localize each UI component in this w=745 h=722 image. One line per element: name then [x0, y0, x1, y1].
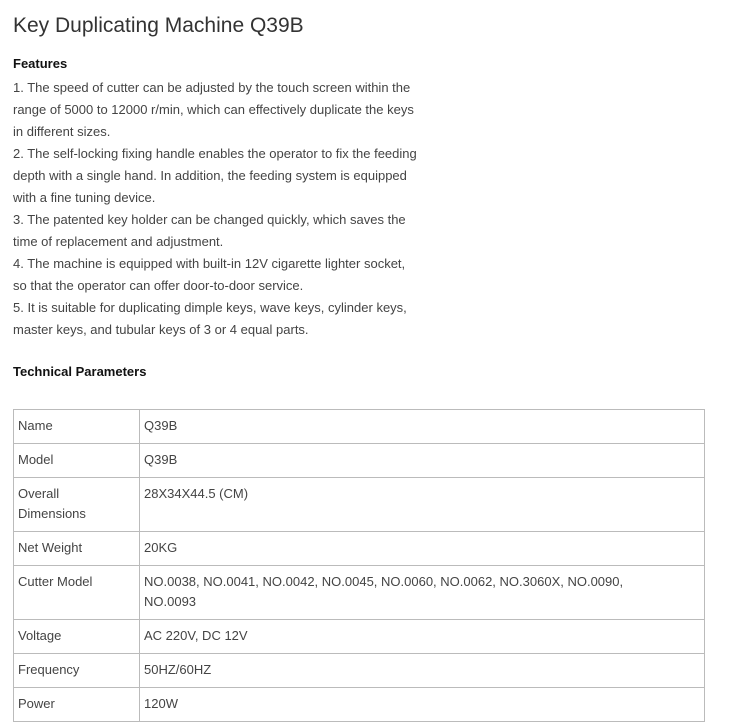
features-line: time of replacement and adjustment. — [13, 234, 224, 249]
parameter-label-text: Name — [18, 418, 53, 433]
parameter-value-text: NO.0093 — [144, 594, 197, 609]
parameter-label-text: Dimensions — [18, 506, 86, 521]
parameter-value — [140, 688, 705, 722]
parameter-value-text: Q39B — [144, 418, 178, 433]
parameter-label — [14, 532, 140, 566]
parameter-value — [140, 444, 705, 478]
parameter-label-text: Power — [18, 696, 55, 711]
table-row — [14, 566, 705, 620]
parameter-value — [140, 410, 705, 444]
features-line: 4. The machine is equipped with built-in 12V cigarette lighter socket, — [13, 256, 406, 271]
features-line: in different sizes. — [13, 124, 111, 139]
parameter-label — [14, 688, 140, 722]
parameter-value — [140, 478, 705, 532]
features-line: range of 5000 to 12000 r/min, which can effectively duplicate the keys — [13, 102, 414, 117]
table-row — [14, 478, 705, 532]
parameter-value-text: 20KG — [144, 540, 178, 555]
parameter-value — [140, 566, 705, 620]
parameter-label-text: Cutter Model — [18, 574, 93, 589]
parameter-label — [14, 478, 140, 532]
features-line: 3. The patented key holder can be changed quickly, which saves the — [13, 212, 406, 227]
parameter-label-text: Overall — [18, 486, 60, 501]
page-title: Key Duplicating Machine Q39B — [13, 14, 304, 37]
parameter-value-text: NO.0038, NO.0041, NO.0042, NO.0045, NO.0060, NO.0062, NO.3060X, NO.0090, — [144, 574, 624, 589]
parameter-label — [14, 620, 140, 654]
table-row — [14, 654, 705, 688]
parameter-label-text: Frequency — [18, 662, 80, 677]
parameter-label-text: Model — [18, 452, 54, 467]
parameter-value — [140, 620, 705, 654]
technical-parameters-heading: Technical Parameters — [13, 364, 147, 379]
parameter-label — [14, 566, 140, 620]
parameter-value-text: 28X34X44.5 (CM) — [144, 486, 249, 501]
parameter-label-text: Net Weight — [18, 540, 83, 555]
table-row — [14, 410, 705, 444]
parameter-value — [140, 654, 705, 688]
parameter-value-text: 120W — [144, 696, 178, 711]
parameter-label — [14, 654, 140, 688]
features-line: master keys, and tubular keys of 3 or 4 equal parts. — [13, 322, 309, 337]
features-line: depth with a single hand. In addition, the feeding system is equipped — [13, 168, 407, 183]
parameter-label-text: Voltage — [18, 628, 62, 643]
table-row — [14, 532, 705, 566]
table-row — [14, 444, 705, 478]
features-heading: Features — [13, 56, 68, 71]
parameter-value — [140, 532, 705, 566]
features-text — [13, 77, 473, 341]
table-row — [14, 688, 705, 722]
features-line: 1. The speed of cutter can be adjusted by the touch screen within the — [13, 80, 411, 95]
parameter-label — [14, 410, 140, 444]
parameter-value-text: Q39B — [144, 452, 178, 467]
features-line: with a fine tuning device. — [13, 190, 156, 205]
features-line: so that the operator can offer door-to-door service. — [13, 278, 304, 293]
parameter-value-text: AC 220V, DC 12V — [144, 628, 248, 643]
features-line: 5. It is suitable for duplicating dimple keys, wave keys, cylinder keys, — [13, 300, 407, 315]
features-line: 2. The self-locking fixing handle enables the operator to fix the feeding — [13, 146, 417, 161]
parameter-label — [14, 444, 140, 478]
technical-parameters-table — [13, 409, 705, 722]
parameter-value-text: 50HZ/60HZ — [144, 662, 212, 677]
table-row — [14, 620, 705, 654]
